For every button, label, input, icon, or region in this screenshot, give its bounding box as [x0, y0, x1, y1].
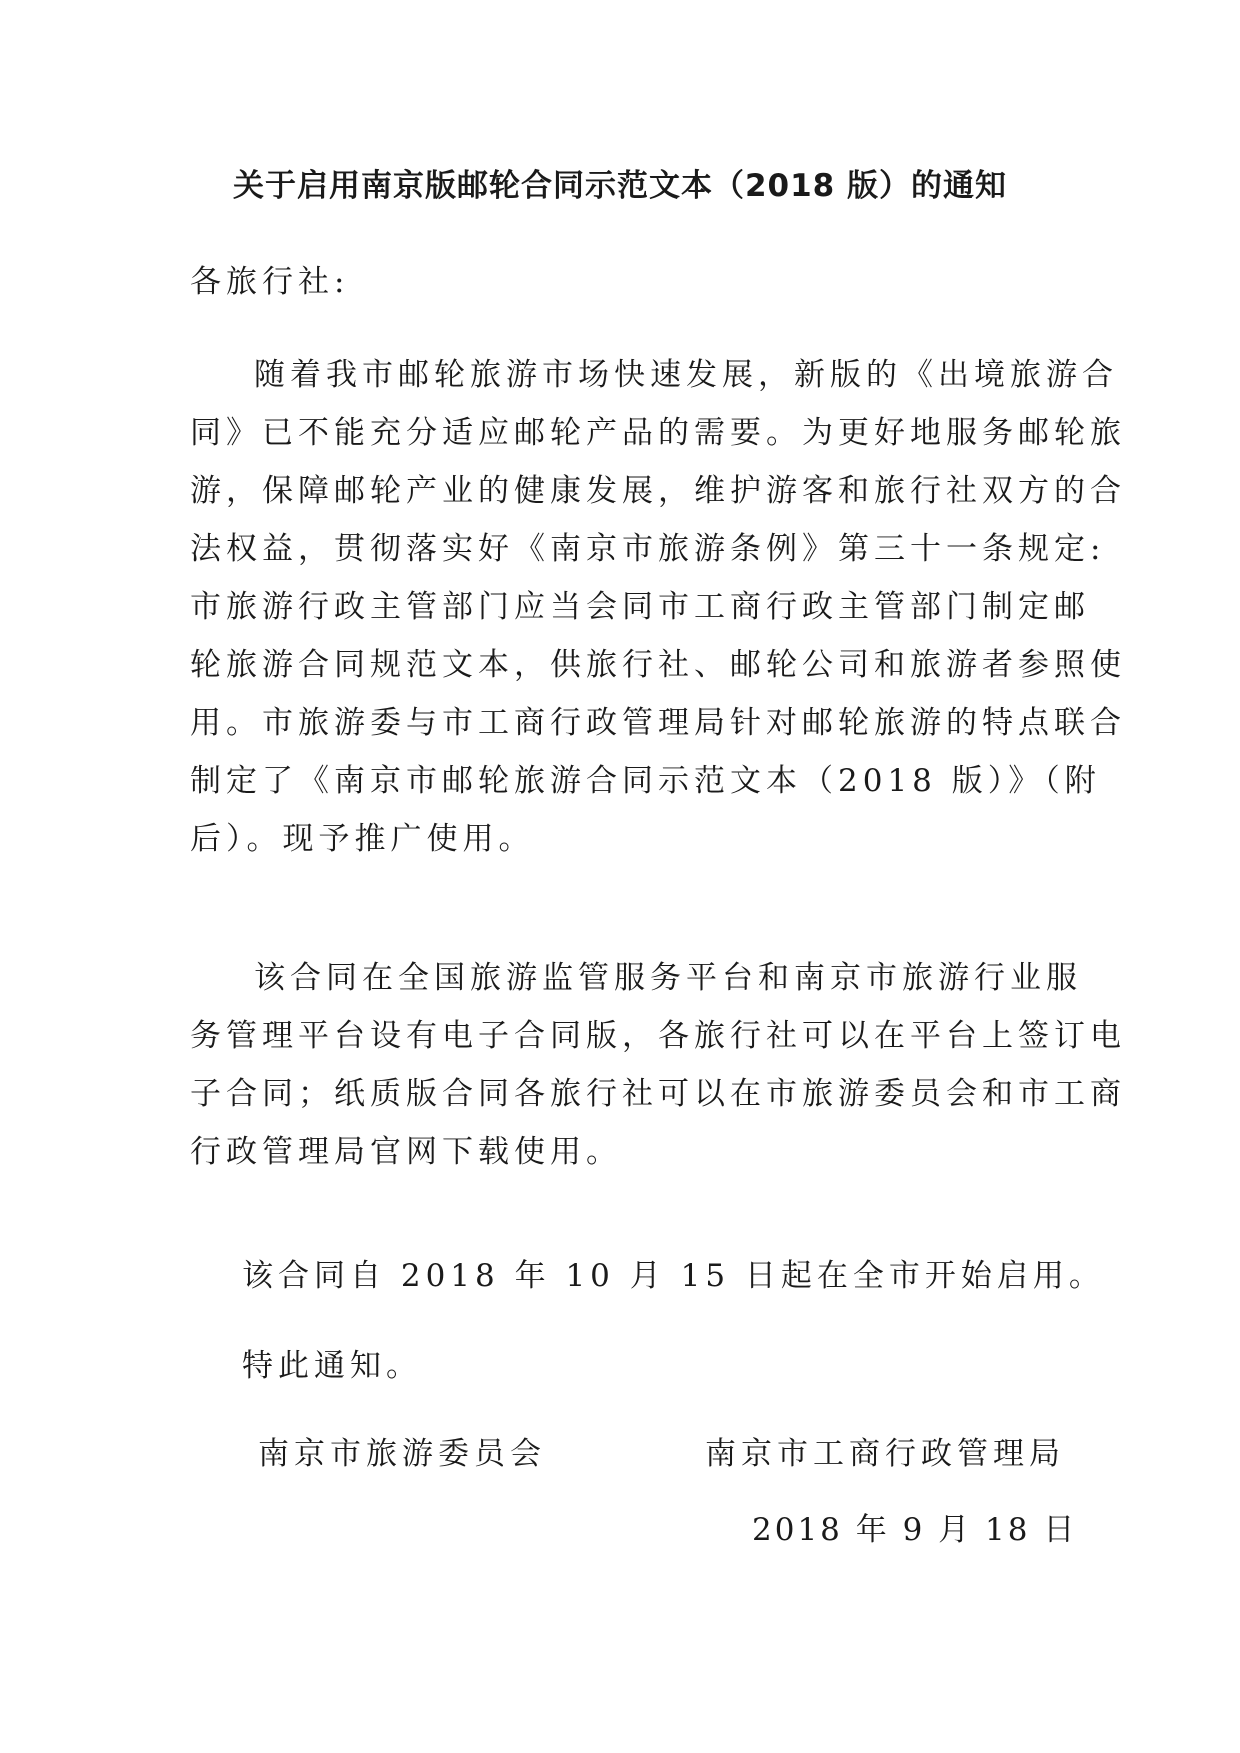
paragraph-line: 法权益，贯彻落实好《南京市旅游条例》第三十一条规定: [190, 531, 1106, 567]
paragraph-line: 务管理平台设有电子合同版，各旅行社可以在平台上签订电 [190, 1018, 1126, 1054]
signatory-industry-commerce-bureau: 南京市工商行政管理局 [705, 1436, 1065, 1472]
effective-date-statement: 该合同自 2018 年 10 月 15 日起在全市开始启用。 [242, 1258, 1105, 1294]
paragraph-line: 制定了《南京市邮轮旅游合同示范文本（2018 版）》（附 [190, 763, 1101, 799]
paragraph-line: 市旅游行政主管部门应当会同市工商行政主管部门制定邮 [190, 589, 1090, 625]
paragraph-line: 轮旅游合同规范文本，供旅行社、邮轮公司和旅游者参照使 [190, 647, 1126, 683]
signatory-tourism-committee: 南京市旅游委员会 [258, 1436, 546, 1472]
issue-date: 2018 年 9 月 18 日 [752, 1512, 1078, 1548]
paragraph-line: 该合同在全国旅游监管服务平台和南京市旅游行业服 [254, 960, 1082, 996]
paragraph-1 [190, 346, 1126, 868]
document-title: 关于启用南京版邮轮合同示范文本（2018 版）的通知 [232, 168, 1008, 204]
paragraph-line: 后）。现予推广使用。 [190, 821, 535, 857]
paragraph-line: 行政管理局官网下载使用。 [190, 1134, 622, 1170]
paragraph-line: 随着我市邮轮旅游市场快速发展，新版的《出境旅游合 [254, 357, 1118, 393]
paragraph-line: 同》已不能充分适应邮轮产品的需要。为更好地服务邮轮旅 [190, 415, 1126, 451]
paragraph-line: 游，保障邮轮产业的健康发展，维护游客和旅行社双方的合 [190, 473, 1126, 509]
greeting: 各旅行社: [190, 264, 350, 300]
paragraph-line: 用。市旅游委与市工商行政管理局针对邮轮旅游的特点联合 [190, 705, 1126, 741]
paragraph-line: 子合同；纸质版合同各旅行社可以在市旅游委员会和市工商 [190, 1076, 1126, 1112]
paragraph-2 [190, 949, 1126, 1181]
closing-notice: 特此通知。 [242, 1348, 422, 1384]
